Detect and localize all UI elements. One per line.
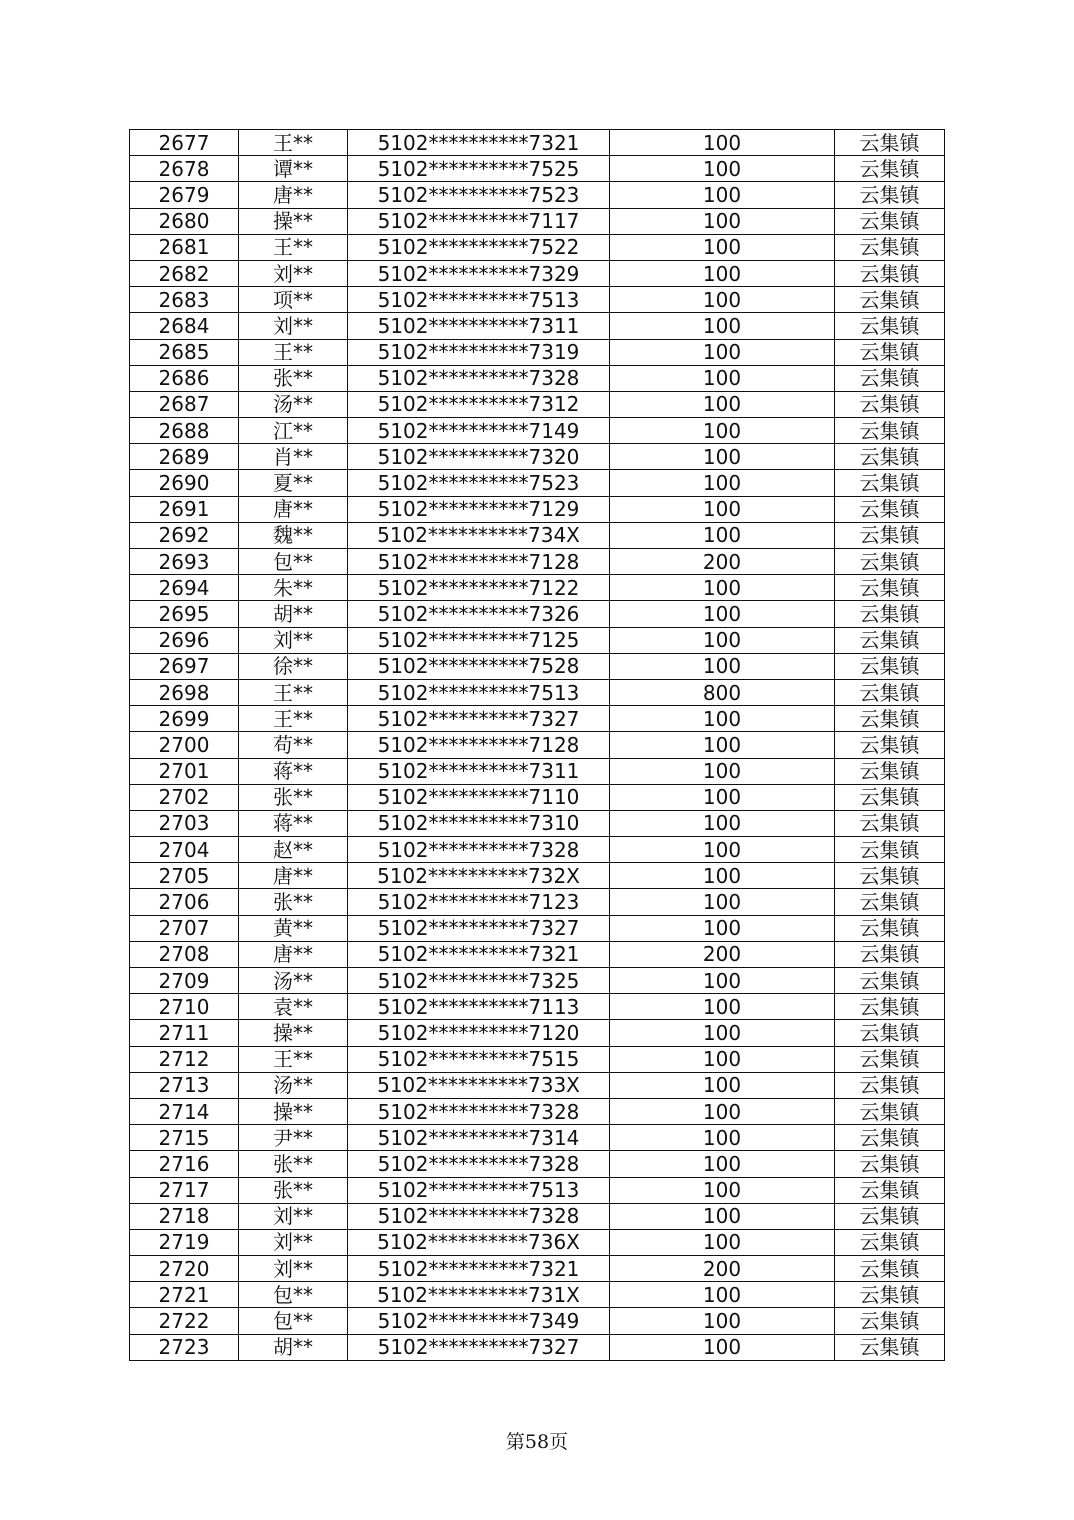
serial-number-cell: 2692 [130,522,239,548]
table-row [130,810,945,836]
serial-number-cell: 2703 [130,810,239,836]
name-cell: 魏** [239,522,348,548]
name-cell: 王** [239,339,348,365]
name-cell: 袁** [239,994,348,1020]
serial-number-cell: 2723 [130,1334,239,1360]
table-row [130,1046,945,1072]
table-row [130,653,945,679]
town-cell: 云集镇 [835,208,945,234]
town-cell: 云集镇 [835,1020,945,1046]
id-number-cell: 5102**********7327 [348,706,610,732]
amount-cell: 100 [610,234,835,260]
id-number-cell: 5102**********7319 [348,339,610,365]
amount-cell: 100 [610,601,835,627]
id-number-cell: 5102**********7329 [348,260,610,286]
id-number-cell: 5102**********7325 [348,968,610,994]
name-cell: 汤** [239,391,348,417]
serial-number-cell: 2689 [130,444,239,470]
id-number-cell: 5102**********7523 [348,470,610,496]
town-cell: 云集镇 [835,1334,945,1360]
table-row [130,575,945,601]
town-cell: 云集镇 [835,1125,945,1151]
id-number-cell: 5102**********7321 [348,1256,610,1282]
serial-number-cell: 2679 [130,182,239,208]
amount-cell: 100 [610,208,835,234]
table-row [130,522,945,548]
town-cell: 云集镇 [835,758,945,784]
id-number-cell: 5102**********7328 [348,837,610,863]
table-row [130,915,945,941]
name-cell: 唐** [239,863,348,889]
town-cell: 云集镇 [835,418,945,444]
table-row [130,1256,945,1282]
table-row [130,234,945,260]
id-number-cell: 5102**********7149 [348,418,610,444]
amount-cell: 100 [610,1334,835,1360]
serial-number-cell: 2713 [130,1072,239,1098]
town-cell: 云集镇 [835,549,945,575]
town-cell: 云集镇 [835,156,945,182]
serial-number-cell: 2688 [130,418,239,444]
serial-number-cell: 2701 [130,758,239,784]
town-cell: 云集镇 [835,470,945,496]
amount-cell: 100 [610,470,835,496]
name-cell: 唐** [239,496,348,522]
serial-number-cell: 2698 [130,679,239,705]
id-number-cell: 5102**********7328 [348,1151,610,1177]
table-row [130,758,945,784]
town-cell: 云集镇 [835,679,945,705]
amount-cell: 100 [610,1072,835,1098]
table-row [130,444,945,470]
name-cell: 王** [239,130,348,156]
town-cell: 云集镇 [835,1308,945,1334]
serial-number-cell: 2684 [130,313,239,339]
table-row [130,601,945,627]
name-cell: 项** [239,287,348,313]
id-number-cell: 5102**********7321 [348,941,610,967]
table-row [130,1308,945,1334]
name-cell: 包** [239,1282,348,1308]
name-cell: 肖** [239,444,348,470]
table-row [130,496,945,522]
serial-number-cell: 2683 [130,287,239,313]
town-cell: 云集镇 [835,653,945,679]
id-number-cell: 5102**********7128 [348,549,610,575]
serial-number-cell: 2682 [130,260,239,286]
town-cell: 云集镇 [835,915,945,941]
id-number-cell: 5102**********732X [348,863,610,889]
serial-number-cell: 2699 [130,706,239,732]
table-row [130,1229,945,1255]
serial-number-cell: 2681 [130,234,239,260]
name-cell: 刘** [239,1229,348,1255]
town-cell: 云集镇 [835,732,945,758]
name-cell: 操** [239,208,348,234]
serial-number-cell: 2714 [130,1098,239,1124]
amount-cell: 100 [610,182,835,208]
id-number-cell: 5102**********731X [348,1282,610,1308]
table-row [130,182,945,208]
id-number-cell: 5102**********7310 [348,810,610,836]
serial-number-cell: 2702 [130,784,239,810]
id-number-cell: 5102**********7513 [348,287,610,313]
id-number-cell: 5102**********733X [348,1072,610,1098]
amount-cell: 800 [610,679,835,705]
town-cell: 云集镇 [835,863,945,889]
amount-cell: 100 [610,732,835,758]
table-row [130,837,945,863]
id-number-cell: 5102**********7328 [348,1098,610,1124]
serial-number-cell: 2720 [130,1256,239,1282]
amount-cell: 100 [610,784,835,810]
name-cell: 张** [239,784,348,810]
id-number-cell: 5102**********7117 [348,208,610,234]
id-number-cell: 5102**********7327 [348,1334,610,1360]
serial-number-cell: 2710 [130,994,239,1020]
serial-number-cell: 2687 [130,391,239,417]
name-cell: 胡** [239,1334,348,1360]
name-cell: 夏** [239,470,348,496]
id-number-cell: 5102**********7513 [348,679,610,705]
table-row [130,391,945,417]
name-cell: 张** [239,1151,348,1177]
name-cell: 赵** [239,837,348,863]
serial-number-cell: 2697 [130,653,239,679]
table-row [130,732,945,758]
town-cell: 云集镇 [835,313,945,339]
id-number-cell: 5102**********7320 [348,444,610,470]
table-row [130,679,945,705]
table-row [130,313,945,339]
name-cell: 包** [239,549,348,575]
amount-cell: 100 [610,1020,835,1046]
table-row [130,941,945,967]
town-cell: 云集镇 [835,496,945,522]
name-cell: 张** [239,365,348,391]
town-cell: 云集镇 [835,130,945,156]
table-row [130,889,945,915]
amount-cell: 100 [610,287,835,313]
town-cell: 云集镇 [835,1072,945,1098]
town-cell: 云集镇 [835,182,945,208]
table-row [130,130,945,156]
town-cell: 云集镇 [835,234,945,260]
name-cell: 尹** [239,1125,348,1151]
town-cell: 云集镇 [835,1282,945,1308]
serial-number-cell: 2694 [130,575,239,601]
id-number-cell: 5102**********736X [348,1229,610,1255]
page-number: 第58页 [505,1431,569,1453]
name-cell: 徐** [239,653,348,679]
table-row [130,863,945,889]
name-cell: 苟** [239,732,348,758]
id-number-cell: 5102**********734X [348,522,610,548]
table-row [130,1282,945,1308]
serial-number-cell: 2696 [130,627,239,653]
amount-cell: 100 [610,994,835,1020]
amount-cell: 100 [610,444,835,470]
amount-cell: 100 [610,1177,835,1203]
id-number-cell: 5102**********7122 [348,575,610,601]
amount-cell: 100 [610,1203,835,1229]
amount-cell: 200 [610,549,835,575]
table-row [130,784,945,810]
town-cell: 云集镇 [835,365,945,391]
town-cell: 云集镇 [835,1203,945,1229]
town-cell: 云集镇 [835,968,945,994]
town-cell: 云集镇 [835,810,945,836]
name-cell: 操** [239,1098,348,1124]
amount-cell: 100 [610,915,835,941]
town-cell: 云集镇 [835,522,945,548]
serial-number-cell: 2715 [130,1125,239,1151]
serial-number-cell: 2716 [130,1151,239,1177]
name-cell: 包** [239,1308,348,1334]
table-row [130,365,945,391]
amount-cell: 100 [610,706,835,732]
town-cell: 云集镇 [835,1151,945,1177]
amount-cell: 100 [610,1151,835,1177]
amount-cell: 100 [610,496,835,522]
id-number-cell: 5102**********7528 [348,653,610,679]
id-number-cell: 5102**********7113 [348,994,610,1020]
id-number-cell: 5102**********7327 [348,915,610,941]
town-cell: 云集镇 [835,784,945,810]
id-number-cell: 5102**********7128 [348,732,610,758]
town-cell: 云集镇 [835,994,945,1020]
id-number-cell: 5102**********7523 [348,182,610,208]
name-cell: 汤** [239,968,348,994]
table-row [130,1098,945,1124]
id-number-cell: 5102**********7123 [348,889,610,915]
table-row [130,968,945,994]
amount-cell: 100 [610,522,835,548]
id-number-cell: 5102**********7311 [348,758,610,784]
amount-cell: 100 [610,968,835,994]
id-number-cell: 5102**********7110 [348,784,610,810]
table-row [130,1072,945,1098]
table-row [130,418,945,444]
name-cell: 蒋** [239,758,348,784]
id-number-cell: 5102**********7311 [348,313,610,339]
town-cell: 云集镇 [835,601,945,627]
name-cell: 刘** [239,1256,348,1282]
name-cell: 王** [239,234,348,260]
name-cell: 张** [239,889,348,915]
table-row [130,1177,945,1203]
serial-number-cell: 2680 [130,208,239,234]
name-cell: 张** [239,1177,348,1203]
name-cell: 操** [239,1020,348,1046]
name-cell: 王** [239,679,348,705]
serial-number-cell: 2712 [130,1046,239,1072]
amount-cell: 200 [610,941,835,967]
id-number-cell: 5102**********7314 [348,1125,610,1151]
town-cell: 云集镇 [835,391,945,417]
amount-cell: 100 [610,365,835,391]
name-cell: 刘** [239,1203,348,1229]
table-row [130,1125,945,1151]
name-cell: 刘** [239,313,348,339]
table-row [130,208,945,234]
table-row [130,470,945,496]
table-row [130,549,945,575]
town-cell: 云集镇 [835,575,945,601]
roster-table-body [130,130,945,1361]
serial-number-cell: 2693 [130,549,239,575]
serial-number-cell: 2721 [130,1282,239,1308]
town-cell: 云集镇 [835,1229,945,1255]
id-number-cell: 5102**********7125 [348,627,610,653]
serial-number-cell: 2709 [130,968,239,994]
name-cell: 胡** [239,601,348,627]
table-row [130,1203,945,1229]
name-cell: 唐** [239,941,348,967]
serial-number-cell: 2677 [130,130,239,156]
name-cell: 刘** [239,260,348,286]
name-cell: 唐** [239,182,348,208]
id-number-cell: 5102**********7326 [348,601,610,627]
amount-cell: 100 [610,889,835,915]
amount-cell: 100 [610,1282,835,1308]
town-cell: 云集镇 [835,627,945,653]
name-cell: 朱** [239,575,348,601]
serial-number-cell: 2700 [130,732,239,758]
amount-cell: 100 [610,1046,835,1072]
serial-number-cell: 2711 [130,1020,239,1046]
town-cell: 云集镇 [835,706,945,732]
amount-cell: 100 [610,260,835,286]
amount-cell: 100 [610,313,835,339]
serial-number-cell: 2704 [130,837,239,863]
serial-number-cell: 2718 [130,1203,239,1229]
serial-number-cell: 2719 [130,1229,239,1255]
table-row [130,627,945,653]
amount-cell: 100 [610,1125,835,1151]
id-number-cell: 5102**********7120 [348,1020,610,1046]
name-cell: 王** [239,1046,348,1072]
town-cell: 云集镇 [835,889,945,915]
name-cell: 黄** [239,915,348,941]
serial-number-cell: 2685 [130,339,239,365]
amount-cell: 200 [610,1256,835,1282]
serial-number-cell: 2722 [130,1308,239,1334]
name-cell: 蒋** [239,810,348,836]
name-cell: 刘** [239,627,348,653]
serial-number-cell: 2695 [130,601,239,627]
amount-cell: 100 [610,1098,835,1124]
town-cell: 云集镇 [835,837,945,863]
id-number-cell: 5102**********7515 [348,1046,610,1072]
id-number-cell: 5102**********7525 [348,156,610,182]
serial-number-cell: 2707 [130,915,239,941]
serial-number-cell: 2690 [130,470,239,496]
amount-cell: 100 [610,810,835,836]
table-row [130,156,945,182]
serial-number-cell: 2708 [130,941,239,967]
town-cell: 云集镇 [835,339,945,365]
town-cell: 云集镇 [835,287,945,313]
name-cell: 汤** [239,1072,348,1098]
serial-number-cell: 2678 [130,156,239,182]
name-cell: 江** [239,418,348,444]
town-cell: 云集镇 [835,941,945,967]
serial-number-cell: 2705 [130,863,239,889]
table-row [130,260,945,286]
id-number-cell: 5102**********7129 [348,496,610,522]
amount-cell: 100 [610,391,835,417]
id-number-cell: 5102**********7522 [348,234,610,260]
amount-cell: 100 [610,1229,835,1255]
amount-cell: 100 [610,156,835,182]
table-row [130,287,945,313]
serial-number-cell: 2686 [130,365,239,391]
id-number-cell: 5102**********7513 [348,1177,610,1203]
town-cell: 云集镇 [835,1098,945,1124]
town-cell: 云集镇 [835,1256,945,1282]
name-cell: 王** [239,706,348,732]
amount-cell: 100 [610,418,835,444]
roster-table [129,129,945,1361]
table-row [130,1020,945,1046]
name-cell: 谭** [239,156,348,182]
amount-cell: 100 [610,130,835,156]
id-number-cell: 5102**********7328 [348,365,610,391]
amount-cell: 100 [610,339,835,365]
table-row [130,1151,945,1177]
amount-cell: 100 [610,575,835,601]
amount-cell: 100 [610,863,835,889]
amount-cell: 100 [610,653,835,679]
serial-number-cell: 2706 [130,889,239,915]
id-number-cell: 5102**********7328 [348,1203,610,1229]
id-number-cell: 5102**********7321 [348,130,610,156]
table-row [130,706,945,732]
town-cell: 云集镇 [835,1046,945,1072]
table-row [130,339,945,365]
town-cell: 云集镇 [835,1177,945,1203]
id-number-cell: 5102**********7349 [348,1308,610,1334]
amount-cell: 100 [610,1308,835,1334]
amount-cell: 100 [610,837,835,863]
id-number-cell: 5102**********7312 [348,391,610,417]
serial-number-cell: 2717 [130,1177,239,1203]
table-row [130,1334,945,1360]
town-cell: 云集镇 [835,260,945,286]
town-cell: 云集镇 [835,444,945,470]
amount-cell: 100 [610,627,835,653]
table-row [130,994,945,1020]
amount-cell: 100 [610,758,835,784]
serial-number-cell: 2691 [130,496,239,522]
